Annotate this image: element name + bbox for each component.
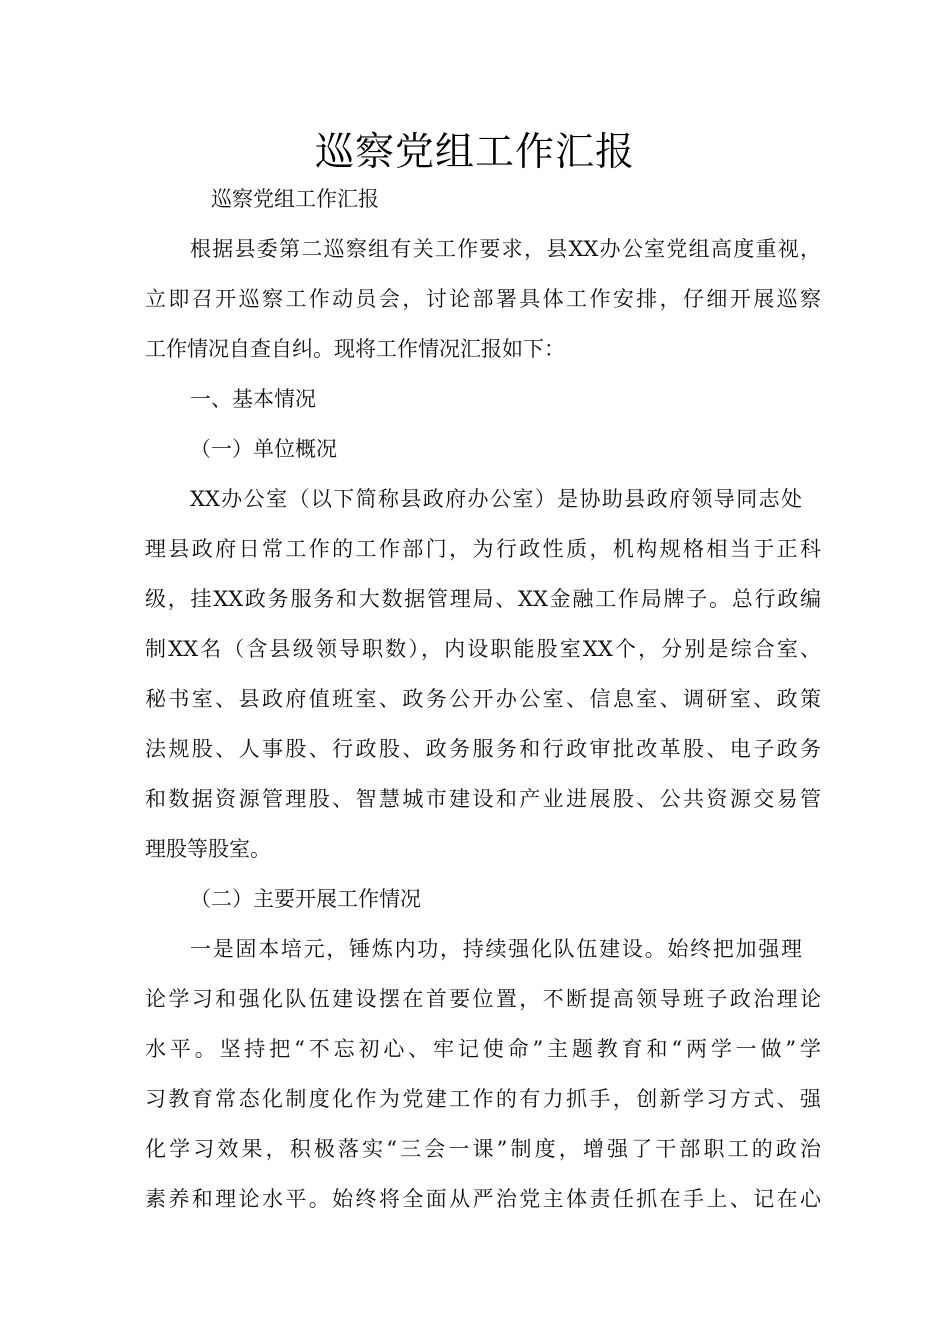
paragraph-line: 论学习和强化队伍建设摆在首要位置，不断提高领导班子政治理论 — [145, 987, 821, 1011]
section-heading: 一、基本情况 — [190, 387, 316, 411]
paragraph-line: 制XX名（含县级领导职数），内设职能股室XX个，分别是综合室、 — [145, 637, 821, 661]
paragraph-line: 根据县委第二巡察组有关工作要求，县XX办公室党组高度重视， — [190, 237, 821, 261]
paragraph-line: 素养和理论水平。始终将全面从严治党主体责任抓在手上、记在心 — [145, 1187, 821, 1211]
paragraph-line: 理县政府日常工作的工作部门，为行政性质，机构规格相当于正科 — [145, 537, 821, 561]
paragraph-line: 秘书室、县政府值班室、政务公开办公室、信息室、调研室、政策 — [145, 687, 821, 711]
paragraph-line: XX办公室（以下简称县政府办公室）是协助县政府领导同志处 — [190, 487, 802, 511]
paragraph-line: 理股等股室。 — [145, 837, 271, 861]
document-subtitle: 巡察党组工作汇报 — [211, 187, 379, 211]
paragraph-line: 一是固本培元，锤炼内功，持续强化队伍建设。始终把加强理 — [190, 937, 802, 961]
paragraph-line: 水平。坚持把“不忘初心、牢记使命”主题教育和“两学一做”学 — [145, 1037, 821, 1061]
document-title: 巡察党组工作汇报 — [314, 130, 635, 175]
paragraph-line: 级，挂XX政务服务和大数据管理局、XX金融工作局牌子。总行政编 — [145, 587, 821, 611]
paragraph-line: 和数据资源管理股、智慧城市建设和产业进展股、公共资源交易管 — [145, 787, 821, 811]
paragraph-line: 习教育常态化制度化作为党建工作的有力抓手，创新学习方式、强 — [145, 1087, 821, 1111]
paragraph-line: 法规股、人事股、行政股、政务服务和行政审批改革股、电子政务 — [145, 737, 821, 761]
subsection-heading: （一）单位概况 — [190, 437, 337, 461]
paragraph-line: 化学习效果，积极落实“三会一课”制度，增强了干部职工的政治 — [145, 1137, 821, 1161]
paragraph-line: 工作情况自查自纠。现将工作情况汇报如下： — [145, 337, 565, 361]
paragraph-line: 立即召开巡察工作动员会，讨论部署具体工作安排，仔细开展巡察 — [145, 287, 821, 311]
subsection-heading: （二）主要开展工作情况 — [190, 887, 421, 911]
